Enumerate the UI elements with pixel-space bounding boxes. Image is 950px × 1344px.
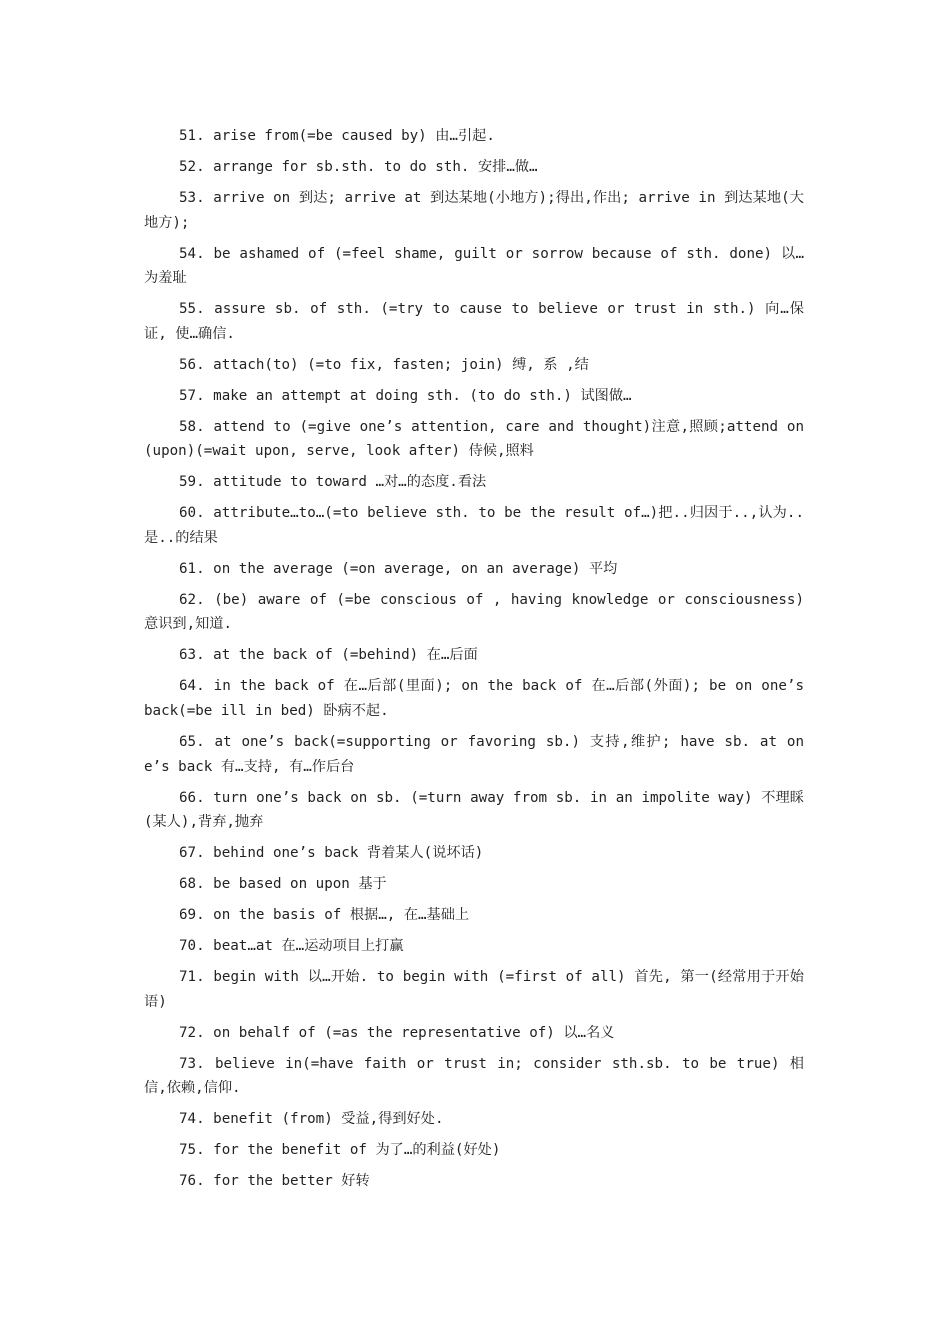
phrase-entry-57: 57. make an attempt at doing sth. (to do sth.) 试图做… [179,387,632,404]
phrase-entry-67: 67. behind one’s back 背着某人(说坏话) [179,845,484,862]
phrase-entry-72: 72. on behalf of (=as the representative of) 以…名义 [179,1024,615,1041]
phrase-entry-51: 51. arise from(=be caused by) 由…引起. [179,128,495,144]
phrase-entry-65: 65. at one’s back(=supporting or favoring sb.) 支持,维护; have sb. at one’s back 有…支持, 有…作后台 [144,733,804,775]
phrase-entry-66: 66. turn one’s back on sb. (=turn away from sb. in an impolite way) 不理睬(某人),背弃,抛弃 [144,789,804,831]
phrase-entry-59: 59. attitude to toward …对…的态度.看法 [179,474,487,491]
phrase-entry-62: 62. (be) aware of (=be conscious of , having knowledge or consciousness)意识到,知道. [144,591,804,633]
phrase-entry-69: 69. on the basis of 根据…, 在…基础上 [179,907,470,924]
phrase-entry-68: 68. be based on upon 基于 [179,876,387,893]
phrase-entry-60: 60. attribute…to…(=to believe sth. to be the result of…)把..归因于..,认为..是..的结果 [144,505,804,546]
phrase-entry-58: 58. attend to (=give one’s attention, care and thought)注意,照顾;attend on(upon)(=wait upon, serve, look after) 侍候,照料 [144,418,804,460]
phrase-entry-56: 56. attach(to) (=to fix, fasten; join) 缚, 系 ,结 [179,356,589,373]
phrase-entry-71: 71. begin with 以…开始. to begin with (=first of all) 首先, 第一(经常用于开始语) [144,969,804,1010]
phrase-entry-52: 52. arrange for sb.sth. to do sth. 安排…做… [179,158,538,175]
document-page [144,124,804,1200]
phrase-entry-61: 61. on the average (=on average, on an average) 平均 [179,560,618,577]
phrase-entry-64: 64. in the back of 在…后部(里面); on the back of 在…后部(外面); be on one’s back(=be ill in bed) 卧病不起. [144,678,804,719]
phrase-entry-74: 74. benefit (from) 受益,得到好处. [179,1111,444,1128]
phrase-entry-75: 75. for the benefit of 为了…的利益(好处) [179,1142,501,1159]
phrase-entry-55: 55. assure sb. of sth. (=try to cause to believe or trust in sth.) 向…保证, 使…确信. [144,301,804,342]
phrase-entry-54: 54. be ashamed of (=feel shame, guilt or sorrow because of sth. done) 以…为羞耻 [144,245,804,287]
phrase-entry-53: 53. arrive on 到达; arrive at 到达某地(小地方);得出,作出; arrive in 到达某地(大地方); [144,189,804,231]
phrase-entry-70: 70. beat…at 在…运动项目上打赢 [179,938,404,955]
phrase-entry-76: 76. for the better 好转 [179,1173,370,1190]
phrase-entry-63: 63. at the back of (=behind) 在…后面 [179,647,478,664]
phrase-entry-73: 73. believe in(=have faith or trust in; consider sth.sb. to be true) 相信,依赖,信仰. [144,1055,804,1097]
